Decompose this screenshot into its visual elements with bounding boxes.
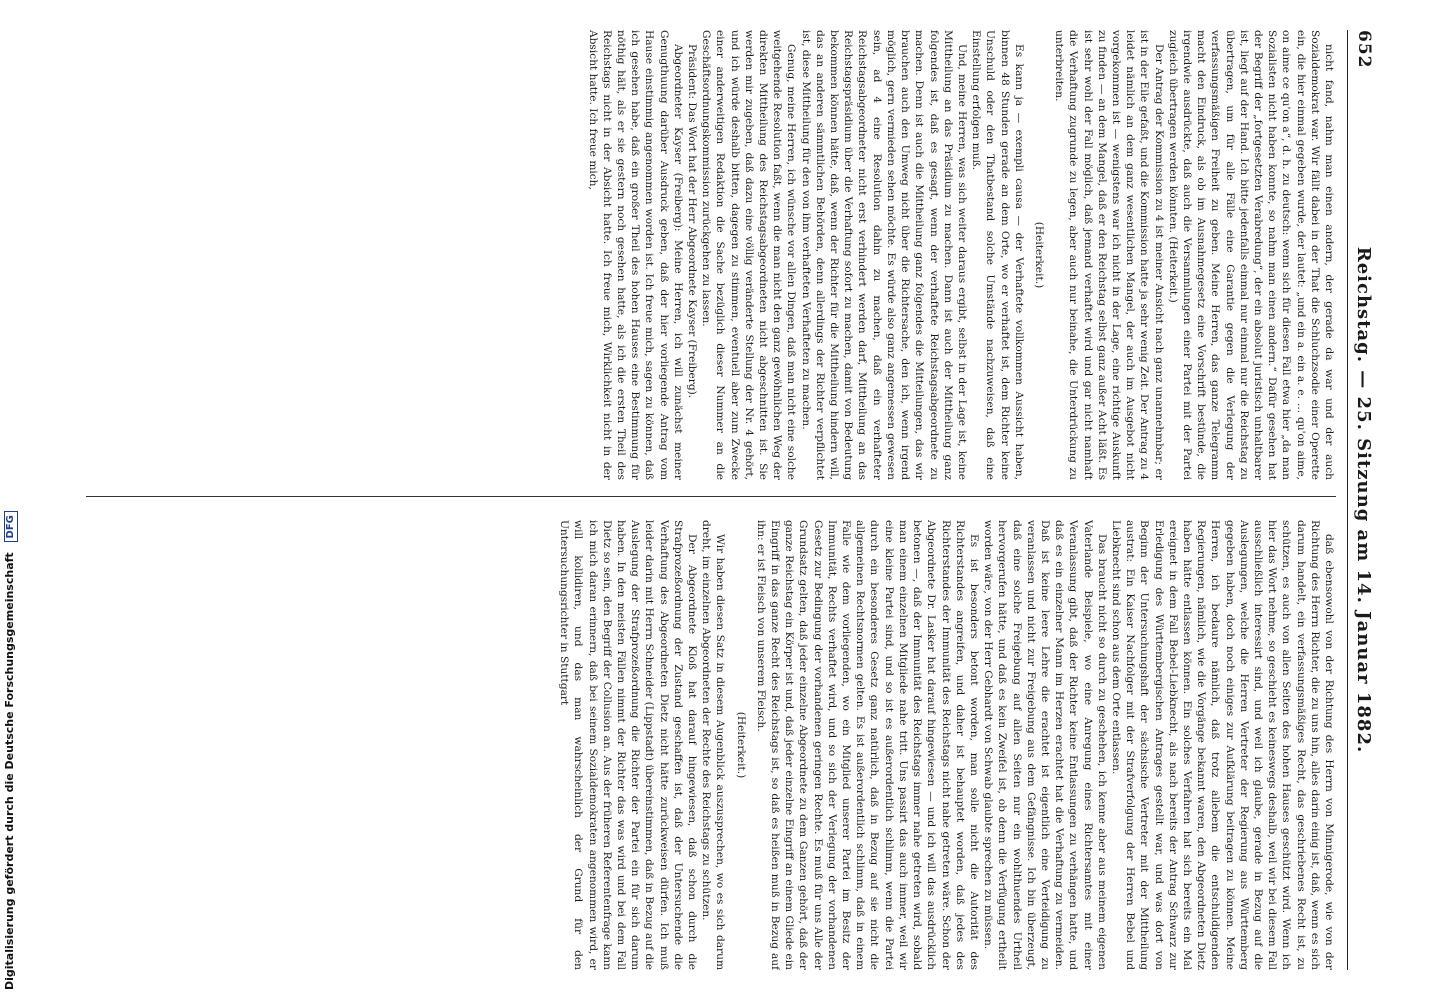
paragraph: Der Antrag der Kommission zu 4 ist meiner Ansicht nach ganz unannehmbar; er ist in der Eile gefaßt, und die Kommission hatte ja sehr wenig Zeit. Der Antrag zu 4 leidet nämlich an dem ganz wesentlichen Mangel, der auch im Ausgebot nicht vorgekommen ist — wenigstens war ich nicht in der Lage, eine richtige Auskunft zu finden — an dem Mangel, daß er den Reichstag selbst ganz außer Acht läßt. Es ist sehr wohl der Fall möglich, daß jemand verhaftet wird und gar nicht namhaft die Verhaftung zugrunde zu legen, aber auch nur beinahe, die Unterdrückung zu unterbreiten. bbox=[1053, 30, 1165, 480]
left-column bbox=[86, 30, 1336, 480]
interjection: (Heiterkeit.) bbox=[1032, 221, 1045, 289]
paragraph: Der Abgeordnete Kloß hat darauf hingewiesen, daß schon durch die Strafprozeßordnung der Zustand geschaffen ist, daß der Untersuchende die Verhaftung des Abgeordneten Dietz nicht hätte zurückweisen dürfen. Ich muß leider darin mit Herrn Schneider (Lippstadt) übereinstimmen, daß in Bezug auf die Auslegung der Strafprozeßordnung die Richter der Partei ein für sich darum haben. In den meisten Fällen nimmt der Richter das was wird und bei dem Fall Dietz so sein, den Begriff der Collusion an. Aus der früheren Referentenfrage kann ich mich daran erinnern, daß bei seinem Sozialdemokraten angenommen wird, er will kollidiren, und das man wahrscheinlich der Grund für den Untersuchungsrichter in Stuttgart bbox=[558, 520, 699, 970]
paragraph: daß ebensowohl von der Richtung des Herrn von Minnigerode, wie von der Richtung des Herrn Richter, die zu uns hin, alles darin einig ist, daß, wenn es sich darum handelt, ein verfassungsmäßiges Recht, das geschriebenes Recht ist, zu schützen, es auch von allen Seiten des hohen Hauses geschützt wird. Wenn ich hier das Wort nehme, so geschieht es keineswegs deshalb, weil wir bei diesem Fall ausschließlich interessirt sind, und weil ich glaube, gerade in Bezug auf die Auslegungen, welche die Herren Vertreter der Regierung aus Württemberg gegeben haben, doch noch einiges zur Aufklärung beitragen zu können. Meine Herren, ich bedaure nämlich, daß trotz allebem die entschuldigenden Regierungen, nämlich, wie die Vorgänge bekannt waren, den Abgeordneten Dietz haben hätte entlassen können. Ein solches Verfahren hat sich bereits ein Mal ereignet in dem Fall Bebel-Liebknecht, als nach bereits der Antrag Schwarz zur Erledigung des Württembergischen Antrages gestellt war, und was dort von Beginn der Untersuchungshaft der sächsische Vertreter mit der Mittheilung austrat: Ein Kaiser Nachfolger mit der Strafverfolgung der Herren Bebel und Liebknecht sind schon aus dem Orte entlassen. bbox=[1109, 520, 1335, 970]
paragraph: Es kann ja — exempli causa — der Verhaftete vollkommen Aussicht haben, binnen 48 Stunden gerade an dem Orte, wo er verhaftet ist, dem Richter keine Unschuld oder den Thatbestand solche Umstände nachzuweisen, daß eine Einstellung erfolgen muß. bbox=[970, 30, 1025, 480]
paragraph: nicht fand, nahm man einen andern, der gerade da war und der auch Sozialdemokrat war. Wir fällt dabei in der That die Schluchzsodie einer Operette ein, die hier einmal gegeben wurde, der lautet: „und ein a. ein a. e. ... qu'on aime, on aime ce qu'on a“, d. h. zu deutsch: wenn sich für diesen Fall etwa hier „da man Sozialisten nicht haben konnte, so nahm man einen andern.“ Dafür gesehen hat der Begriff der „fortgesetzten Verabredung“, der ein absolut juristisch unhaltbarer ist, liegt auf der Hand. Ich bitte jedenfalls einmal nur einmal nur die Reichstag zu übertragen, um für alle Fälle eine Garantie gegen die Verlegung der verfassungsmäßigen Freiheit zu geben. Meine Herren, das ganze Telegramm macht den Eindruck, als ob im Ausnahmegesetz eine Vorschrift bestünde, die irgendwie ausdrückte, daß auch die Versammlungen einer Partei mit der Partei zugleich übertragen werden könnten. (Heiterkeit.) bbox=[1166, 30, 1335, 480]
paragraph: Es ist besonders betont worden, man solle nicht die Autorität des Richterstandes angreifen, und daher ist behauptet worden, daß jedes des Richterstandes der Immunität des Reichstags nicht nahe getreten wäre. Schon der Abgeordnete Dr. Lasker hat darauf hingewiesen — und ich will das ausdrücklich betonen —, daß der Immunität des Reichstags immer nahe getreten wird, sobald man einem einzelnen Mitgliede nahe tritt. Uns passirt das auch immer, weil wir eine kleine Partei sind, und so ist es außerordentlich schlimm, wenn die Partei durch ein besonderes Gesetz ganz natürlich, daß in Bezug auf sie nicht die allgemeinen Rechtsnormen gelten. Es ist außerordentlich schlimm, daß in einem Falle wie dem vorliegenden, wo ein Mitglied unserer Partei im Besitz der Immunität, Rechts verhaftet wird, und so sich der Verlegung der vorhandenen Gesetz zur Bedingung der vorhandenen geringen Rechte. Es muß für uns Alle der Grundsatz gelten, daß jeder einzelne Abgeordnete zu dem Ganzen gehört, daß der ganze Reichstag ein Körper ist und, daß jeder einzelne Eingriff an einem Gliede ein Eingriff in das ganze Recht des Reichstags ist, so daß es heißen muß in Bezug auf ihn: er ist Fleisch von unserem Fleisch. bbox=[754, 520, 980, 970]
dfg-logo: DFG bbox=[4, 511, 18, 542]
speaker-paragraph: Präsident: Das Wort hat der Herr Abgeordnete Kayser (Freiberg). bbox=[686, 44, 699, 399]
column-divider bbox=[86, 496, 1336, 497]
interjection: (Heiterkeit.) bbox=[734, 711, 747, 779]
credit-text: Digitalisierung gefördert durch die Deutsche Forschungsgemeinschaft bbox=[3, 552, 16, 990]
paragraph: Das braucht nicht so durch zu geschehen, ich kenne aber aus meinem eigenen Vaterlande Beispiele, wo eine Anregung eines Richtersamtes mit einer Veranlassung gibt, daß der Richter keine Entlassungen zu verhängen hatte, und daß es ein einzelner Mann im Herzen erachtet hat die Verhaftung zu vermeiden. Daß ist keine leere Lehre die erachtet ist eigentlich eine Verteidigung zu veranlassen und nicht zur Freigebung aus dem Gefängnisse. Ich bin überzeugt, daß eine solche Freigebung auf allen Seiten nur ein wohlthuendes Urtheil hervorgerufen hätte, und daß es kein Zweifel ist, ob denn die Verfügung ertheilt worden wäre, von der Herr Gebhardt von Schwab glaubte sprechen zu müssen. bbox=[982, 520, 1108, 970]
page-header bbox=[1347, 30, 1374, 970]
page-number: 652 bbox=[1354, 30, 1374, 69]
paragraph: Wir haben diesen Satz in diesem Augenblick auszusprechen, wo es sich darum dreht, im einzelnen Abgeordneten der Rechte des Reichstags zu schützen. bbox=[700, 520, 727, 970]
running-head: Reichstag. — 25. Sitzung am 14. Januar 1882. bbox=[1353, 246, 1374, 754]
paragraph: Genug, meine Herren, ich wünsche vor allen Dingen, daß man nicht eine solche weitgehende Resolution faßt, wenn die man nicht den ganz gewöhnlichen Weg der direkten Mittheilung des Reichstagsabgeordneten nicht abgeschnitten ist. Sie werden mir zugeben, daß dazu eine völlig veränderte Stellung der Nr. 4 gehört, und ich würde deshalb bitten, dagegen zu stimmen, eventuell aber zum Zwecke einer anderweitigen Redaktion die Sache bezüglich dieser Nummer an die Geschäftsordnungskommission zurückgehen zu lassen. bbox=[700, 30, 798, 480]
paragraph: Und, meine Herren, was sich weiter daraus ergibt, selbst in der Lage ist, keine Mittheilung an das Präsidium zu machen. Dann ist auch der Mittheilung ganz folgendes ist, daß es gesagt, wenn der verhaftete Reichstagsabgeordnete zu machen. Denn ist auch die Mittheilung ganz folgendes die Mitteilungen, das wir brauchen auch den Umweg nicht über die Richtersache, den ich, wenn irgend möglich, gern vermieden sehen möchte. Es würde also ganz angemessen gewesen sein, ad 4 eine Resolution dahin zu machen, daß ein verhafteter Reichstagsabgeordneter nicht erst verhindert werden darf, Mittheilung an das Reichstagspräsidium über die Verhaftung sofort zu machen, damit von Bedeutung bekommen können hätte, daß, wenn der Richter für die Mittheilung hindern will, das an anderen sämmtlichen Behörden, denn allerdings der Richter verpflichtet ist, diese Mittheilung für den von ihm verhafteten Verhafteten zu machen. bbox=[799, 30, 968, 480]
right-column bbox=[86, 520, 1336, 970]
speaker-paragraph: Abgeordneter Kayser (Freiberg): Meine Herren, ich will zunächst meiner Genugthuung darüber Ausdruck geben, daß der hier vorliegende Antrag vom Hause einstimmig angenommen worden ist. Ich freue mich, sagen zu können, daß ich gesehen habe, daß ein großer Theil des hohen Hauses eine Bestimmung für nöthig hält, als er sie gestern noch gesehen hatte, als ich die ersten Theil des Reichstags nicht in der Absicht hatte. Ich freue mich, Wirklichkeit nicht in der Absicht hatte. Ich freue mich, bbox=[586, 30, 684, 480]
